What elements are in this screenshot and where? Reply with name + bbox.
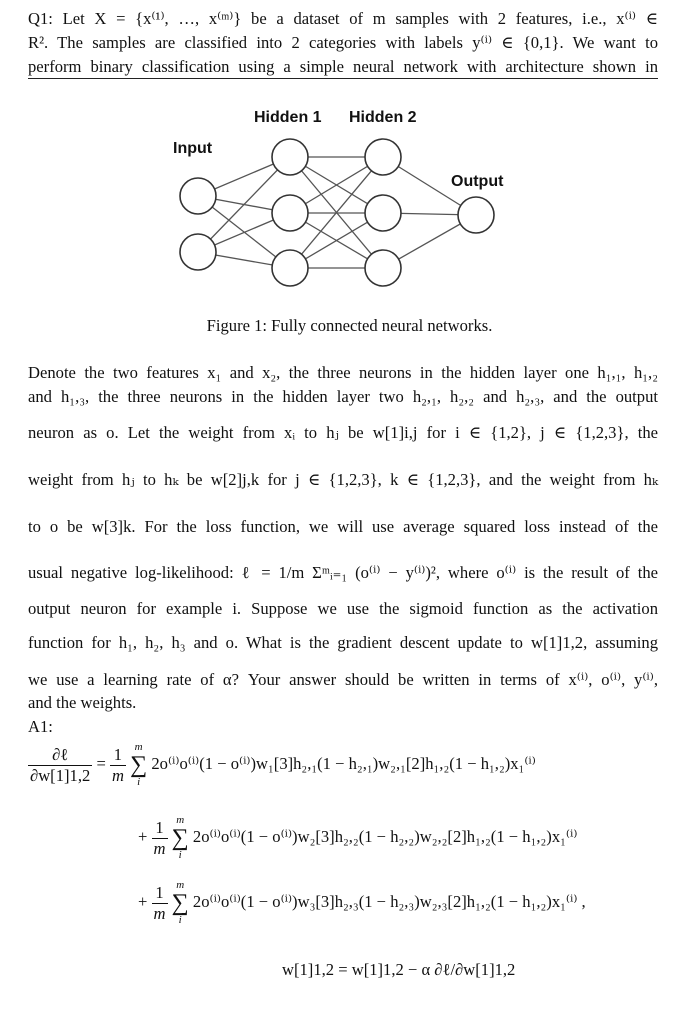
body-line-6: usual negative log-likelihood: ℓ = 1/m Σᵐᵢ₌₁ (o⁽ⁱ⁾ − y⁽ⁱ⁾)², where o⁽ⁱ⁾ is the result of the xyxy=(28,563,658,582)
body-line-1: Denote the two features x₁ and x₂, the three neurons in the hidden layer one h₁,₁, h₁,₂ xyxy=(28,363,658,382)
question-line-2: R². The samples are classified into 2 categories with labels y⁽ⁱ⁾ ∈ {0,1}. We want to xyxy=(28,33,658,52)
lhs-fraction xyxy=(28,745,92,786)
hidden1-node-3 xyxy=(272,250,308,286)
hidden1-label: Hidden 1 xyxy=(254,109,322,126)
hidden2-node-2 xyxy=(365,195,401,231)
question-line-3: perform binary classification using a simple neural network with architecture shown in xyxy=(28,57,658,76)
output-label: Output xyxy=(451,173,504,190)
figure-caption: Figure 1: Fully connected neural networks. xyxy=(206,316,493,335)
output-node xyxy=(458,197,494,233)
derivative-line-3: + $\frac{1}{m}$ m ∑ i 2o⁽ⁱ⁾o⁽ⁱ⁾(1 − o⁽ⁱ⁾)w₃[3]h₂,₃(1 − h₂,₃)w₂,₃[2]h₁,₂(1 − h₁,₂)x₁⁽ⁱ⁾ , xyxy=(138,879,586,926)
body-line-7: output neuron for example i. Suppose we use the sigmoid function as the activation xyxy=(28,599,658,618)
term-2: 2o⁽ⁱ⁾o⁽ⁱ⁾(1 − o⁽ⁱ⁾)w₂[3]h₂,₂(1 − h₂,₂)w₂,₂[2]h₁,₂(1 − h₁,₂)x₁⁽ⁱ⁾ xyxy=(192,826,578,846)
body-line-5: to o be w[3]k. For the loss function, we will use average squared loss instead of the xyxy=(28,517,658,536)
body-line-8: function for h₁, h₂, h₃ and o. What is the gradient descent update to w[1]1,2, assuming xyxy=(28,633,658,652)
derivative-line-2: + $\frac{1}{m}$ m ∑ i 2o⁽ⁱ⁾o⁽ⁱ⁾(1 − o⁽ⁱ⁾)w₂[3]h₂,₂(1 − h₂,₂)w₂,₂[2]h₁,₂(1 − h₁,₂)x₁⁽ⁱ⁾ xyxy=(138,814,578,861)
input-label: Input xyxy=(173,140,213,157)
body-line-2: and h₁,₃, the three neurons in the hidden layer two h₂,₁, h₂,₂ and h₂,₃, and the output xyxy=(28,387,658,406)
lhs-denominator: ∂w[1]1,2 xyxy=(30,765,91,785)
term-3: 2o⁽ⁱ⁾o⁽ⁱ⁾(1 − o⁽ⁱ⁾)w₃[3]h₂,₃(1 − h₂,₃)w₂,₃[2]h₁,₂(1 − h₁,₂)x₁⁽ⁱ⁾ , xyxy=(192,891,586,911)
input-node-2 xyxy=(180,234,216,270)
input-node-1 xyxy=(180,178,216,214)
body-line-9: we use a learning rate of α? Your answer should be written in terms of x⁽ⁱ⁾, o⁽ⁱ⁾, y⁽ⁱ⁾, xyxy=(28,670,658,689)
hidden2-node-3 xyxy=(365,250,401,286)
hidden2-node-1 xyxy=(365,139,401,175)
body-line-3: neuron as o. Let the weight from xᵢ to hⱼ be w[1]i,j for i ∈ {1,2}, j ∈ {1,2,3}, the xyxy=(28,423,658,442)
hidden1-node-2 xyxy=(272,195,308,231)
answer-label: A1: xyxy=(28,717,53,736)
hidden2-label: Hidden 2 xyxy=(349,109,417,126)
term-1: 2o⁽ⁱ⁾o⁽ⁱ⁾(1 − o⁽ⁱ⁾)w₁[3]h₂,₁(1 − h₂,₁)w₂,₁[2]h₁,₂(1 − h₁,₂)x₁⁽ⁱ⁾ xyxy=(151,753,536,773)
update-rule: w[1]1,2 = w[1]1,2 − α ∂ℓ/∂w[1]1,2 xyxy=(282,960,516,979)
body-line-10: and the weights. xyxy=(28,693,137,712)
hidden1-node-1 xyxy=(272,139,308,175)
derivative-line-1: $\frac{\text{∂ℓ}}{\partial w[1]1,2}$ = $\frac{1}{m}$ m ∑ i 2o⁽ⁱ⁾o⁽ⁱ⁾(1 − o⁽ⁱ⁾)w₁[3]h₂,₁(1 − h₂,₁)w₂,₁[2]h₁,₂(1 − h₁,₂)x₁⁽ⁱ⁾ xyxy=(30,741,536,788)
body-line-4: weight from hⱼ to hₖ be w[2]j,k for j ∈ {1,2,3}, k ∈ {1,2,3}, and the weight from hₖ xyxy=(28,470,658,489)
network-diagram xyxy=(0,0,699,300)
question-line-1: Q1: Let X = {x⁽¹⁾, …, x⁽ᵐ⁾} be a dataset of m samples with 2 features, i.e., x⁽ⁱ⁾ ∈ xyxy=(28,9,658,28)
lhs-numerator: ∂ℓ xyxy=(28,745,92,766)
